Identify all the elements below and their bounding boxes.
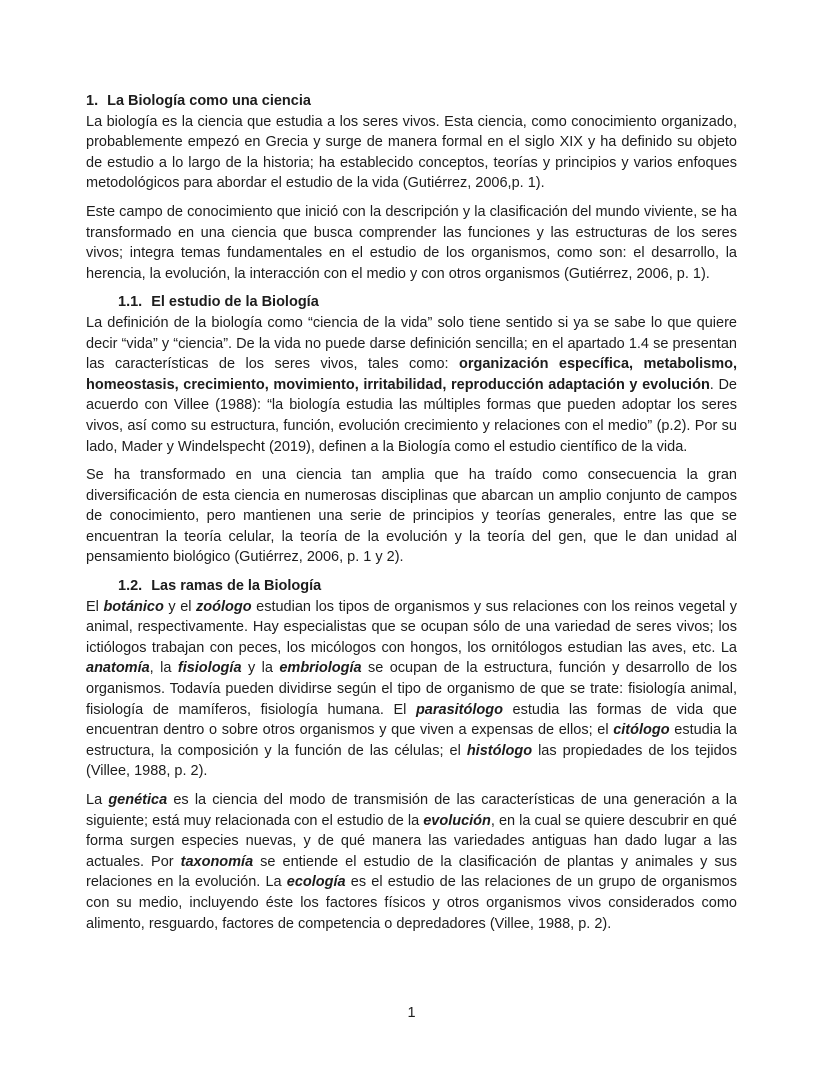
- section-1-2-number: 1.2.: [118, 578, 143, 595]
- paragraph-definicion-biologia: La definición de la biología como “ciencia de la vida” solo tiene sentido si ya se sabe lo que quiere decir “vida” y “ciencia”. De la vida no puede darse definición sencilla; en el apartado 1.4 se presentan las características de los seres vivos, tales como: organización específica, metabolismo, homeostasis, crecimiento, movimiento, irritabilidad, reproducción adaptación y evolución. De acuerdo con Villee (1988): “la biología estudia las múltiples formas que pueden adoptar los seres vivos, así como su estructura, función, evolución crecimiento y relaciones con el medio” (p.2). Por su lado, Mader y Windelspecht (2019), definen a la Biología como el estudio científico de la vida.: [86, 314, 737, 455]
- document-content: [86, 91, 737, 942]
- page-number: 1: [407, 1005, 416, 1021]
- section-1-1-title: El estudio de la Biología: [151, 294, 319, 311]
- section-heading-1: [86, 91, 737, 112]
- section-1-number: 1.: [86, 93, 99, 109]
- paragraph-genetica-ecologia: La genética es la ciencia del modo de transmisión de las características de una generación a la siguiente; está muy relacionada con el estudio de la evolución, en la cual se quiere descubrir en qué forma surgen especies nuevas, y de qué manera las variedades antiguas han dado lugar a las actuales. Por taxonomía se entiende el estudio de la clasificación de plantas y animales y sus relaciones en la evolución. La ecología es el estudio de las relaciones de un grupo de organismos con su medio, incluyendo éste los factores físicos y otros organismos vivos considerados como alimento, resguardo, factores de competencia o depredadores (Villee, 1988, p. 2).: [86, 792, 737, 932]
- paragraph-intro: La biología es la ciencia que estudia a los seres vivos. Esta ciencia, como conocimiento organizado, probablemente empezó en Grecia y surge de manera formal en el siglo XIX y ha definido su objeto de estudio a lo largo de la historia; ha establecido conceptos, teorías y principios y varios enfoques metodológicos para abordar el estudio de la vida (Gutiérrez, 2006,p. 1).: [86, 113, 737, 192]
- section-1-title: La Biología como una ciencia: [107, 93, 311, 109]
- section-1-1-number: 1.1.: [118, 294, 143, 311]
- paragraph-ramas-especialistas: El botánico y el zoólogo estudian los tipos de organismos y sus relaciones con los reinos vegetal y animal, respectivamente. Hay especialistas que se ocupan sólo de una variedad de seres vivos; los ictiólogos trabajan con peces, los micólogos con hongos, los ornitólogos estudian las aves, etc. La anatomía, la fisiología y la embriología se ocupan de la estructura, función y desarrollo de los organismos. Todavía pueden dividirse según el tipo de organismo de que se trate: fisiología animal, fisiología de mamíferos, fisiología humana. El parasitólogo estudia las formas de vida que encuentran dentro o sobre otros organismos y que viven a expensas de ellos; el citólogo estudia la estructura, la composición y la función de las células; el histólogo las propiedades de los tejidos (Villee, 1988, p. 2).: [86, 598, 738, 780]
- section-heading-1-2: [86, 576, 737, 597]
- paragraph-campo-conocimiento: Este campo de conocimiento que inició con la descripción y la clasificación del mundo viviente, se ha transformado en una ciencia que busca comprender las funciones y las estructuras de los seres vivos; integra temas fundamentales en el estudio de los organismos, como son: el desarrollo, la herencia, la evolución, la interacción con el medio y con otros organismos (Gutiérrez, 2006, p. 1).: [86, 203, 737, 282]
- section-1-2-title: Las ramas de la Biología: [151, 578, 322, 595]
- paragraph-diversificacion: Se ha transformado en una ciencia tan amplia que ha traído como consecuencia la gran diversificación de esta ciencia en numerosas disciplinas que abarcan un amplio conjunto de campos de conocimiento, pero mantienen una serie de principios y teorías generales, entre las que se encuentran la teoría celular, la teoría de la evolución y la teoría del gen, que le dan unidad al pensamiento biológico (Gutiérrez, 2006, p. 1 y 2).: [86, 467, 737, 566]
- section-heading-1-1: [86, 292, 737, 313]
